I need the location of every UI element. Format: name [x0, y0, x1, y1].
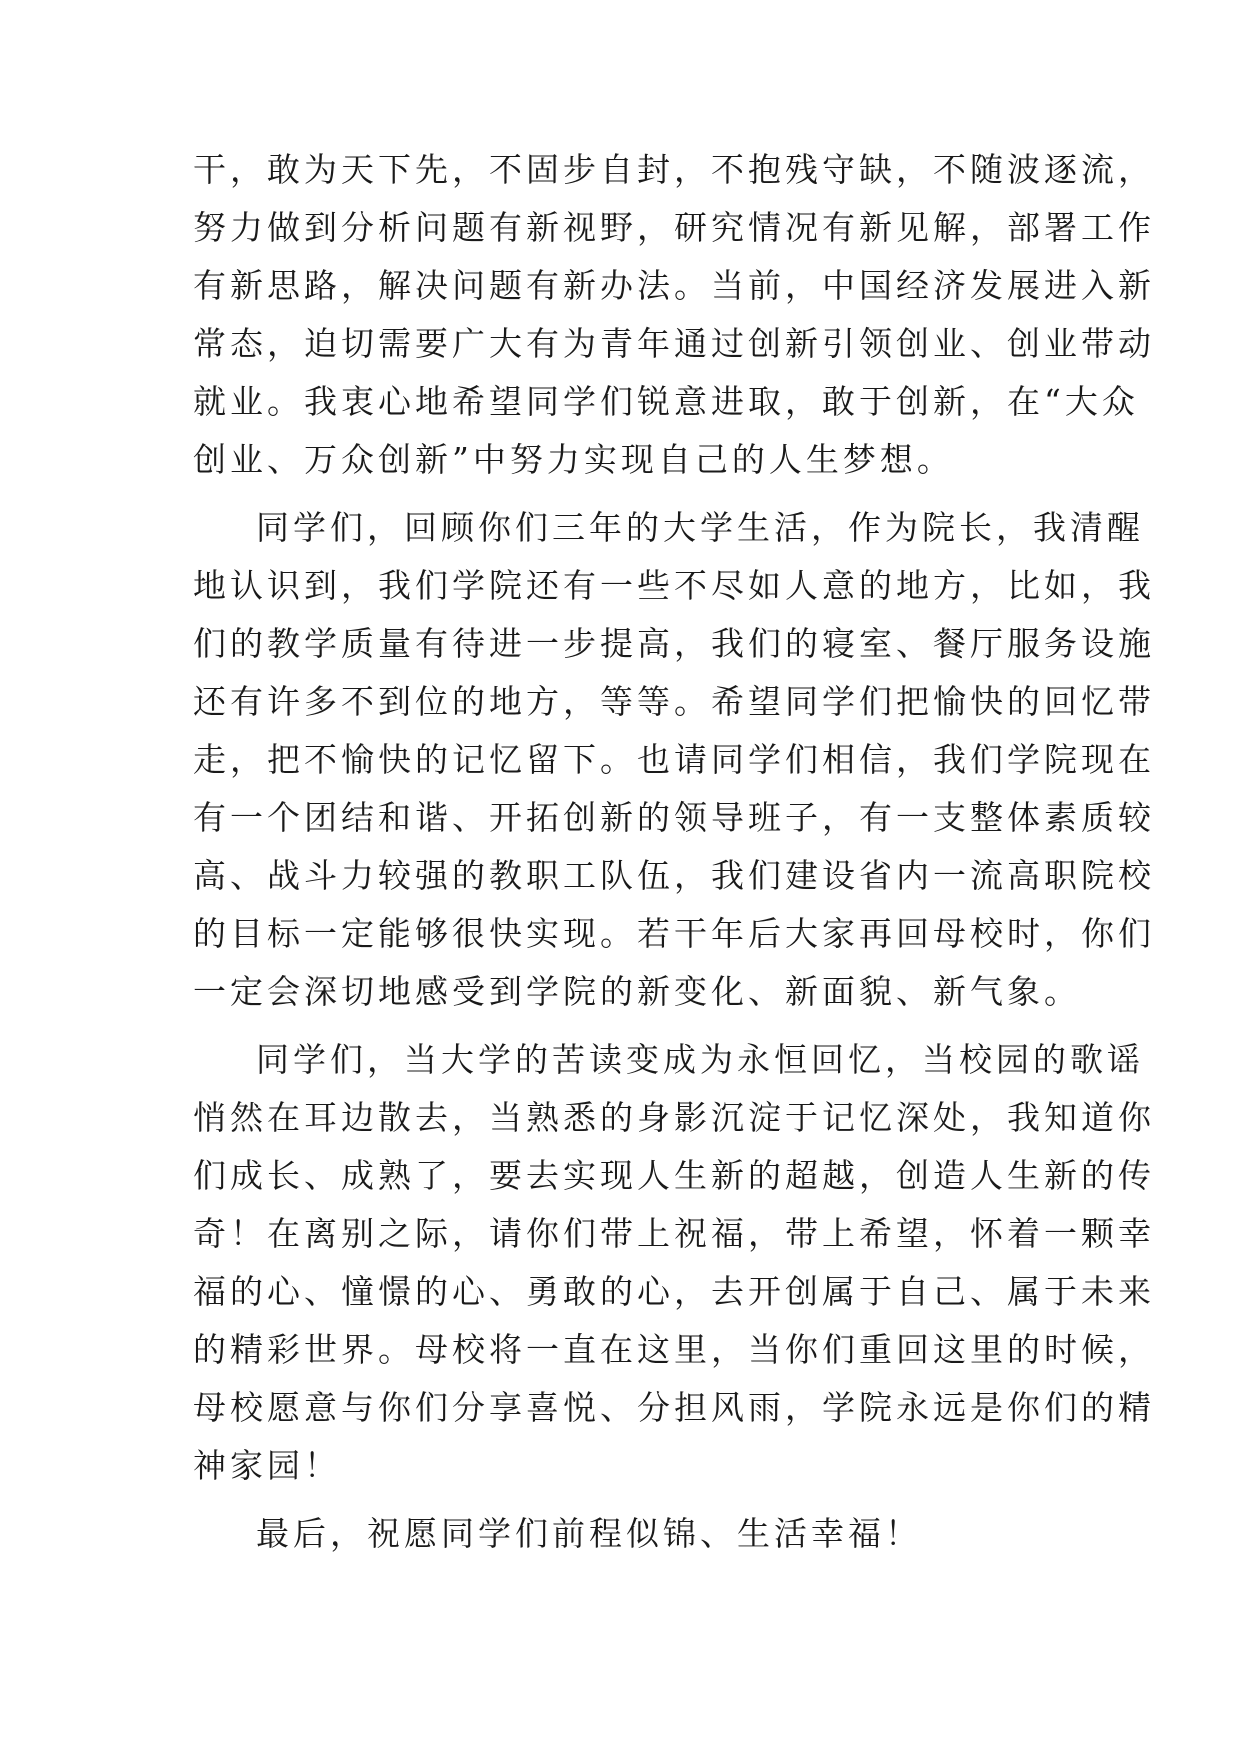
text-line: 有一个团结和谐、开拓创新的领导班子，有一支整体素质较	[193, 798, 1155, 837]
text-line: 创业、万众创新”中努力实现自己的人生梦想。	[193, 440, 954, 479]
text-line: 们成长、成熟了，要去实现人生新的超越，创造人生新的传	[193, 1156, 1155, 1195]
text-line: 福的心、憧憬的心、勇敢的心，去开创属于自己、属于未来	[193, 1272, 1155, 1311]
text-line: 高、战斗力较强的教职工队伍，我们建设省内一流高职院校	[193, 856, 1155, 895]
text-line: 神家园！	[193, 1446, 341, 1485]
text-line: 的精彩世界。母校将一直在这里，当你们重回这里的时候，	[193, 1330, 1155, 1369]
text-line: 就业。我衷心地希望同学们锐意进取，敢于创新，在“大众	[193, 382, 1139, 421]
text-line: 奇！在离别之际，请你们带上祝福，带上希望，怀着一颗幸	[193, 1214, 1155, 1253]
text-line: 悄然在耳边散去，当熟悉的身影沉淀于记忆深处，我知道你	[193, 1098, 1155, 1137]
text-line: 走，把不愉快的记忆留下。也请同学们相信，我们学院现在	[193, 740, 1155, 779]
text-line: 干，敢为天下先，不固步自封，不抱残守缺，不随波逐流，	[193, 150, 1155, 189]
text-line: 的目标一定能够很快实现。若干年后大家再回母校时，你们	[193, 914, 1155, 953]
text-line: 还有许多不到位的地方，等等。希望同学们把愉快的回忆带	[193, 682, 1155, 721]
text-line: 们的教学质量有待进一步提高，我们的寝室、餐厅服务设施	[193, 624, 1155, 663]
text-line: 有新思路，解决问题有新办法。当前，中国经济发展进入新	[193, 266, 1155, 305]
text-line: 母校愿意与你们分享喜悦、分担风雨，学院永远是你们的精	[193, 1388, 1155, 1427]
paragraph-first-line: 同学们，当大学的苦读变成为永恒回忆，当校园的歌谣	[256, 1040, 1144, 1079]
text-line: 努力做到分析问题有新视野，研究情况有新见解，部署工作	[193, 208, 1155, 247]
text-line: 一定会深切地感受到学院的新变化、新面貌、新气象。	[193, 972, 1081, 1011]
text-line: 地认识到，我们学院还有一些不尽如人意的地方，比如，我	[193, 566, 1155, 605]
paragraph-first-line: 最后，祝愿同学们前程似锦、生活幸福！	[256, 1514, 922, 1553]
paragraph-first-line: 同学们，回顾你们三年的大学生活，作为院长，我清醒	[256, 508, 1144, 547]
text-line: 常态，迫切需要广大有为青年通过创新引领创业、创业带动	[193, 324, 1155, 363]
